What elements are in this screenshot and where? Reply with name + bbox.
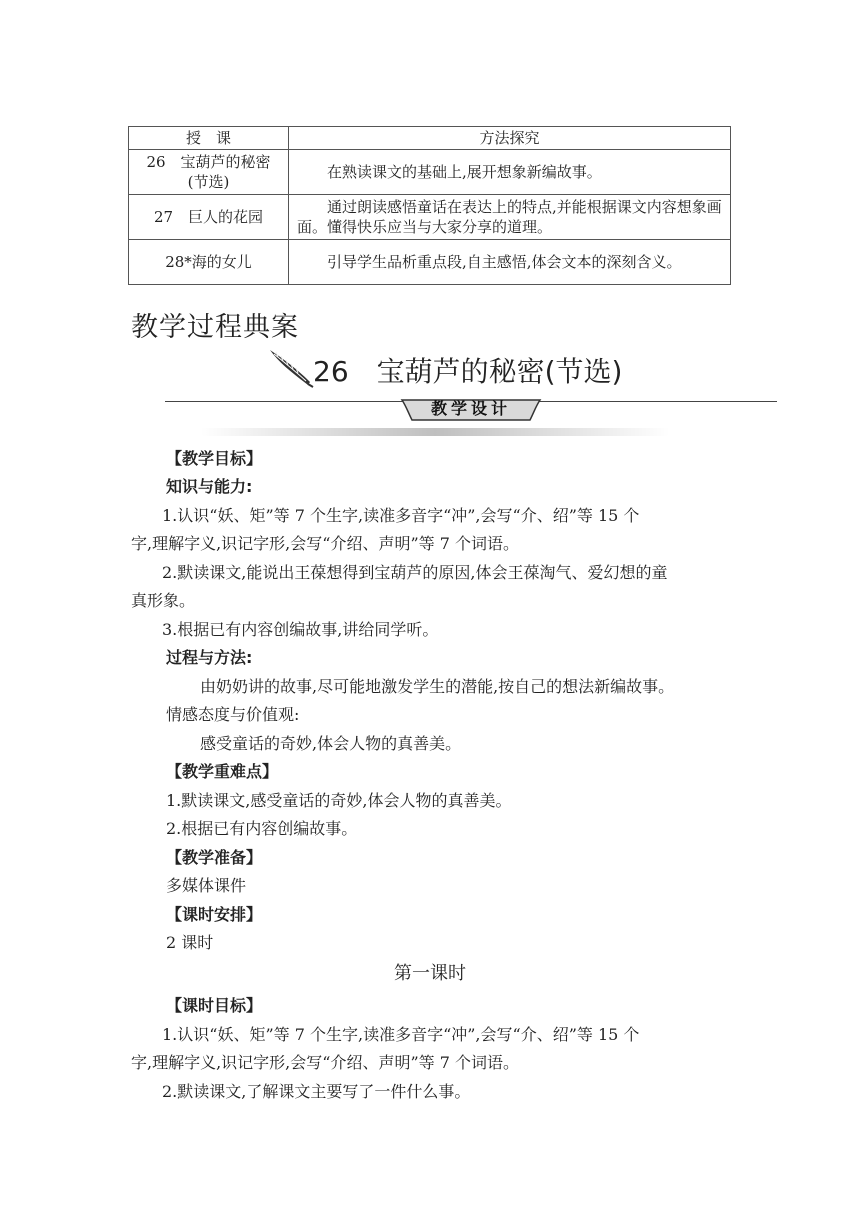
knowledge-item-2-line1: 2.默读课文,能说出王葆想得到宝葫芦的原因,体会王葆淘气、爱幻想的童 — [162, 563, 668, 582]
goals-heading: 【教学目标】 — [166, 449, 263, 468]
knowledge-item-1-line2: 字,理解字义,识记字形,会写“介绍、声明”等 7 个词语。 — [131, 534, 519, 553]
key-point-2: 2.根据已有内容创编故事。 — [166, 819, 358, 838]
knowledge-item-1-line1: 1.认识“妖、矩”等 7 个生字,读准多音字“冲”,会写“介、绍”等 15 个 — [162, 506, 640, 525]
table-row — [129, 240, 731, 285]
preparation-heading: 【教学准备】 — [166, 848, 263, 867]
schedule-text: 2 课时 — [166, 933, 214, 952]
table-cell-lesson: 27 巨人的花园 — [129, 195, 289, 240]
period-goals-heading: 【课时目标】 — [166, 996, 263, 1015]
table-row — [129, 150, 731, 195]
period-goal-2: 2.默读课文,了解课文主要写了一件什么事。 — [162, 1082, 471, 1101]
table-cell-lesson — [129, 150, 289, 195]
emotion-heading: 情感态度与价值观: — [166, 705, 300, 724]
table-cell-method: 在熟读课文的基础上,展开想象新编故事。 — [289, 150, 731, 195]
banner-shadow — [200, 428, 670, 436]
process-heading: 过程与方法: — [166, 648, 253, 667]
lesson-name-line1: 26 宝葫芦的秘密 — [146, 153, 271, 171]
knowledge-item-2-line2: 真形象。 — [131, 591, 196, 610]
lesson-name-line2: (节选) — [187, 173, 230, 191]
section-title: 教学过程典案 — [131, 312, 299, 343]
table-header-method: 方法探究 — [289, 127, 731, 150]
schedule-heading: 【课时安排】 — [166, 905, 263, 924]
emotion-text: 感受童话的奇妙,体会人物的真善美。 — [200, 734, 462, 753]
period-goal-1-line1: 1.认识“妖、矩”等 7 个生字,读准多音字“冲”,会写“介、绍”等 15 个 — [162, 1025, 640, 1044]
process-text: 由奶奶讲的故事,尽可能地激发学生的潜能,按自己的想法新编故事。 — [200, 677, 675, 696]
first-period-title: 第一课时 — [394, 963, 466, 984]
table-cell-method: 引导学生品析重点段,自主感悟,体会文本的深刻含义。 — [289, 240, 731, 285]
lesson-method-table — [128, 126, 731, 285]
preparation-text: 多媒体课件 — [166, 876, 247, 895]
lesson-title: 26 宝葫芦的秘密(节选) — [313, 355, 623, 388]
table-row — [129, 195, 731, 240]
knowledge-item-3: 3.根据已有内容创编故事,讲给同学听。 — [162, 620, 439, 639]
period-goal-1-line2: 字,理解字义,识记字形,会写“介绍、声明”等 7 个词语。 — [131, 1053, 519, 1072]
key-points-heading: 【教学重难点】 — [166, 762, 279, 781]
banner-label: 教学设计 — [430, 399, 511, 418]
table-header-lesson: 授 课 — [129, 127, 289, 150]
table-header-row — [129, 127, 731, 150]
quill-icon — [268, 348, 314, 388]
key-point-1: 1.默读课文,感受童话的奇妙,体会人物的真善美。 — [166, 791, 512, 810]
table-cell-lesson: 28*海的女儿 — [129, 240, 289, 285]
knowledge-heading: 知识与能力: — [166, 477, 253, 496]
table-cell-method: 通过朗读感悟童话在表达上的特点,并能根据课文内容想象画面。懂得快乐应当与大家分享的道理。 — [289, 195, 731, 240]
